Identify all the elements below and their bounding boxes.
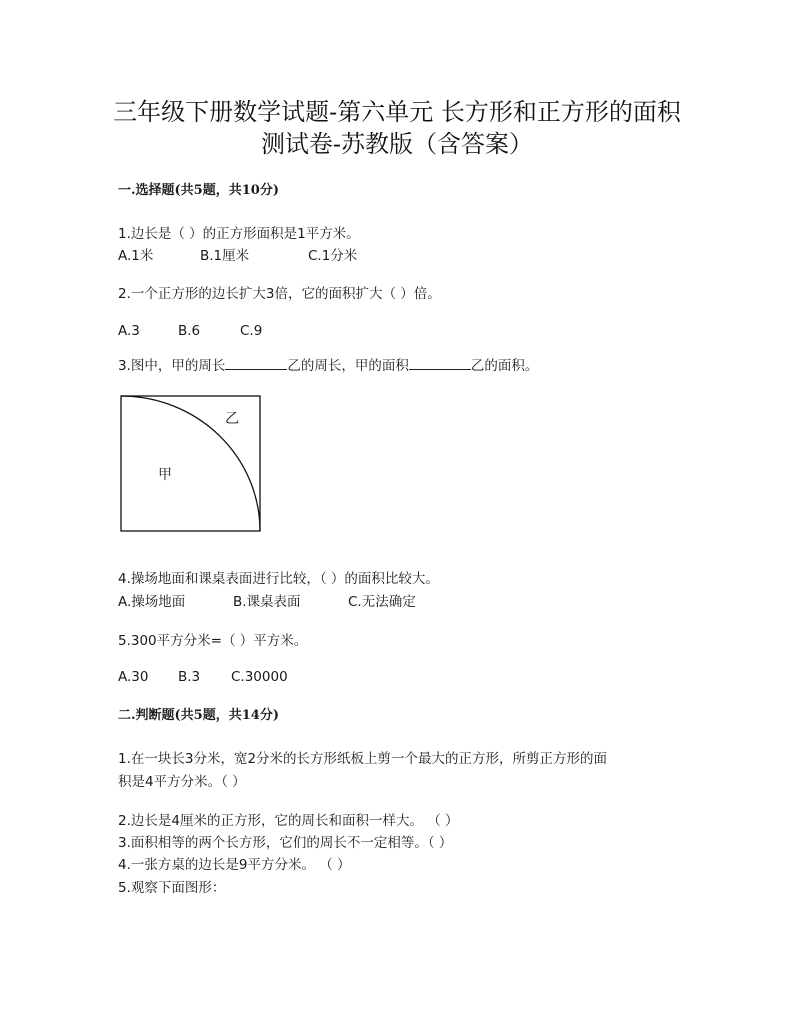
question-4-options — [118, 593, 416, 611]
option-c: C.无法确定 — [348, 594, 416, 610]
section1-heading: 一.选择题(共5题，共10分) — [118, 183, 279, 198]
figure-label-yi: 乙 — [225, 411, 239, 427]
question-3-part-a: 3.图中，甲的周长 — [118, 358, 226, 374]
question-4-text: 4.操场地面和课桌表面进行比较，（ ）的面积比较大。 — [118, 571, 439, 587]
judge-question-5: 5.观察下面图形： — [118, 880, 226, 896]
judge-question-4: 4.一张方桌的边长是9平方分米。 （ ） — [118, 857, 351, 873]
option-b: B.3 — [178, 669, 201, 685]
question-3-text — [118, 357, 538, 375]
option-b: B.6 — [178, 323, 201, 339]
option-a: A.3 — [118, 323, 140, 339]
page-title-line2: 测试卷-苏教版（含答案） — [260, 130, 534, 158]
option-c: C.9 — [240, 323, 263, 339]
judge-question-2: 2.边长是4厘米的正方形，它的周长和面积一样大。 （ ） — [118, 813, 459, 829]
answer-blank-2 — [409, 357, 471, 370]
question-5-text: 5.300平方分米=（ ）平方米。 — [118, 633, 308, 649]
question-2-options — [118, 322, 262, 340]
option-a: A.1米 — [118, 248, 154, 264]
question-2-text: 2.一个正方形的边长扩大3倍，它的面积扩大（ ）倍。 — [118, 286, 441, 302]
section2-heading: 二.判断题(共5题，共14分) — [118, 708, 279, 723]
figure-label-jia: 甲 — [158, 467, 172, 483]
option-b: B.1厘米 — [200, 248, 250, 264]
question-3-part-c: 乙的面积。 — [470, 358, 539, 374]
figure-svg — [120, 395, 262, 533]
option-b: B.课桌表面 — [233, 594, 301, 610]
judge-question-3: 3.面积相等的两个长方形，它们的周长不一定相等。（ ） — [118, 835, 453, 851]
option-a: A.操场地面 — [118, 594, 186, 610]
question-3-part-b: 乙的周长，甲的面积 — [287, 358, 409, 374]
question-5-options — [118, 668, 288, 686]
page-title-line1: 三年级下册数学试题-第六单元 长方形和正方形的面积 — [113, 98, 681, 126]
answer-blank-1 — [225, 357, 287, 370]
option-a: A.30 — [118, 669, 149, 685]
judge-question-1-line1: 1.在一块长3分米，宽2分米的长方形纸板上剪一个最大的正方形，所剪正方形的面 — [118, 751, 608, 767]
option-c: C.30000 — [231, 669, 288, 685]
figure-arc — [121, 396, 260, 531]
judge-question-1-line2: 积是4平方分米。（ ） — [118, 774, 246, 790]
square-quarter-circle-figure — [120, 395, 262, 533]
figure-square — [121, 396, 260, 531]
question-1-text: 1.边长是（ ）的正方形面积是1平方米。 — [118, 226, 360, 242]
question-1-options — [118, 247, 357, 265]
option-c: C.1分米 — [308, 248, 358, 264]
